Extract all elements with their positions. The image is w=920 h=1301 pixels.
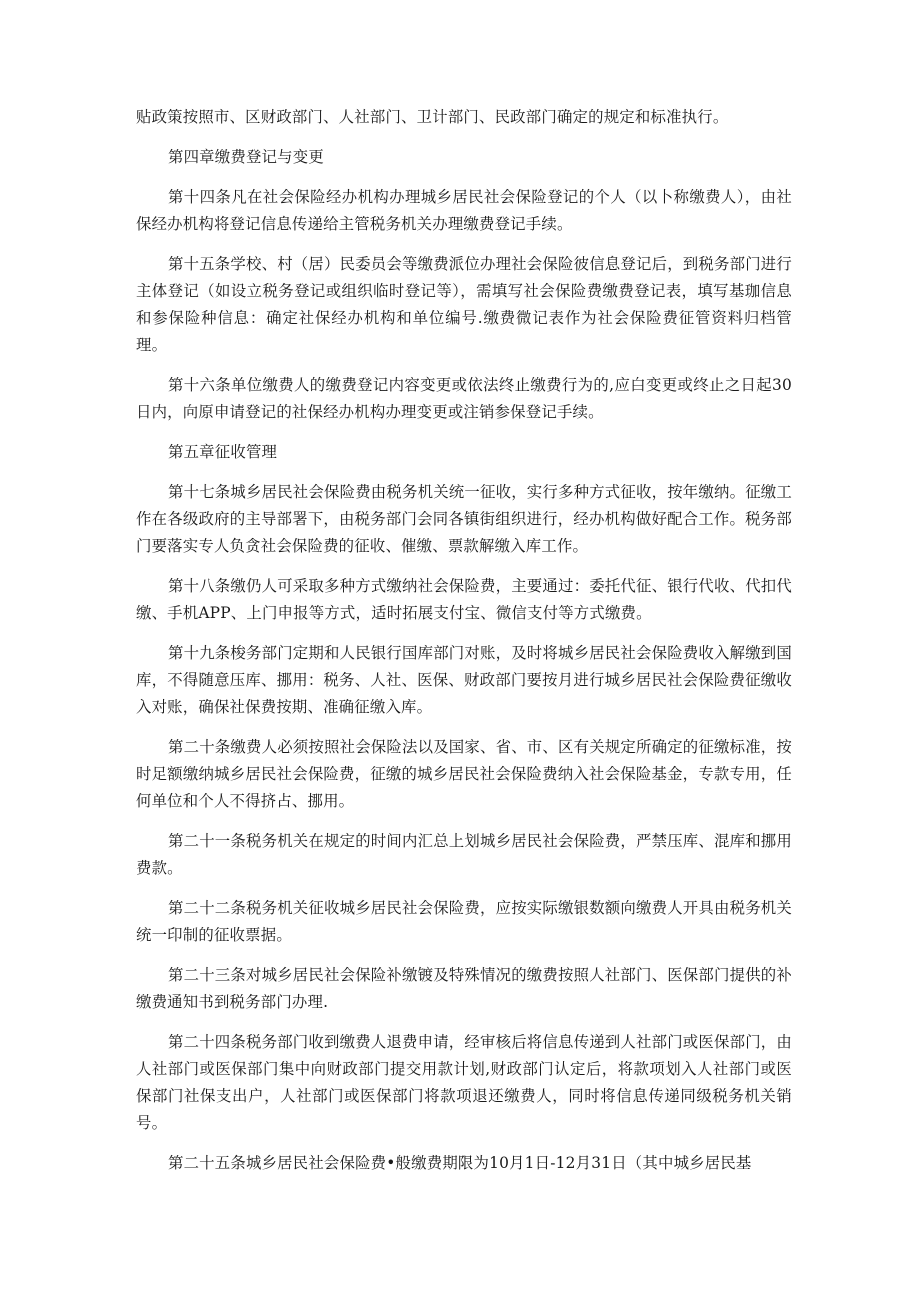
paragraph-gap (136, 238, 792, 251)
article-15: 第十五条学校、村（居）民委员会等缴费派位办理社会保险彼信息登记后，到税务部门进行主体登记（如设立税务登记或组织临时登记等），需填写社会保险费缴费登记表，填写基珈信息和参保险种信息：确定社保经办机构和单位编号.缴费微记表作为社会保险费征管资料归档管理。 (136, 255, 792, 354)
paragraph-gap (136, 359, 792, 372)
article-17: 第十七条城乡居民社会保险费由税务机关统一征收，实行多种方式征收，按年缴纳。征缴工作在各级政府的主导部署下，由税务部门会同各镇街组织进行，经办机构做好配合工作。税务部门要落实专人负贪社会保险费的征收、催缴、票款解缴入库工作。 (136, 483, 792, 555)
article-20: 第二十条缴费人必须按照社会保险法以及国家、省、市、区有关规定所确定的征缴标准，按时足额缴纳城乡居民社会保险费，征缴的城乡居民社会保险费纳入社会保险基金，专款专用，任何单位和个人不得挤占、挪用。 (136, 738, 792, 810)
paragraph-gap (136, 882, 792, 895)
article-21: 第二十一条税务机关在规定的时间内汇总上划城乡居民社会保险费，严禁压库、混库和挪用费款。 (136, 832, 792, 877)
paragraph-subsidy-policy: 贴政策按照市、区财政部门、人社部门、卫计部门、民政部门确定的规定和标准执行。 (136, 108, 729, 126)
paragraph-gap (136, 1016, 792, 1029)
paragraph-gap (136, 721, 792, 734)
article-25: 第二十五条城乡居民社会保险费•般缴费期限为10月1日-12月31日（其中城乡居民基 (168, 1154, 752, 1172)
paragraph-gap (136, 949, 792, 962)
article-14: 第十四条凡在社会保险经办机构办理城乡居民社会保险登记的个人（以卜称缴费人），由社保经办机构将登记信息传递给主管税务机关办理缴费登记手续。 (136, 188, 792, 233)
paragraph-gap (136, 560, 792, 573)
paragraph-gap (136, 627, 792, 640)
paragraph-gap (136, 171, 792, 184)
paragraph-gap (136, 426, 792, 439)
article-18: 第十八条缴仍人可采取多种方式缴纳社会保险费，主要通过：委托代征、银行代收、代扣代缴、手机APP、上门申报等方式，适时拓展支付宝、微信支付等方式缴费。 (136, 577, 792, 622)
paragraph-gap (136, 815, 792, 828)
document-page (136, 104, 792, 1177)
paragraph-gap (136, 131, 792, 144)
article-24: 第二十四条税务部门收到缴费人退费申请，经审核后将信息传递到人社部门或医保部门，由人社部门或医保部门集中向财政部门提交用款计划,财政部门认定后，将款项划入人社部门或医保部门社保支出户，人社部门或医保部门将款项退还缴费人，同时将信息传递同级税务机关销号。 (136, 1033, 792, 1132)
paragraph-gap (136, 466, 792, 479)
paragraph-gap (136, 1137, 792, 1150)
article-19: 第十九条梭务部门定期和人民银行国库部门对账，及时将城乡居民社会保险费收入解缴到国库，不得随意压库、挪用：税务、人社、医保、财政部门要按月进行城乡居民社会保险费征缴收入对账，确保社保费按期、准确征缴入库。 (136, 644, 792, 716)
chapter-heading-collection: 第五章征收管理 (168, 443, 278, 461)
article-22: 第二十二条税务机关征收城乡居民社会保险费，应按实际缴银数额向缴费人开具由税务机关统一印制的征收票据。 (136, 899, 792, 944)
chapter-heading-registration: 第四章缴费登记与变更 (168, 148, 324, 166)
article-16: 第十六条单位缴费人的缴费登记内容变更或依法终止缴费行为的,应白变更或终止之日起30日内，向原申请登记的社保经办机构办理变更或注销参保登记手续。 (136, 376, 792, 421)
article-23: 第二十三条对城乡居民社会保险补缴镀及特殊情况的缴费按照人社部门、医保部门提供的补缴费通知书到税务部门办理. (136, 966, 792, 1011)
